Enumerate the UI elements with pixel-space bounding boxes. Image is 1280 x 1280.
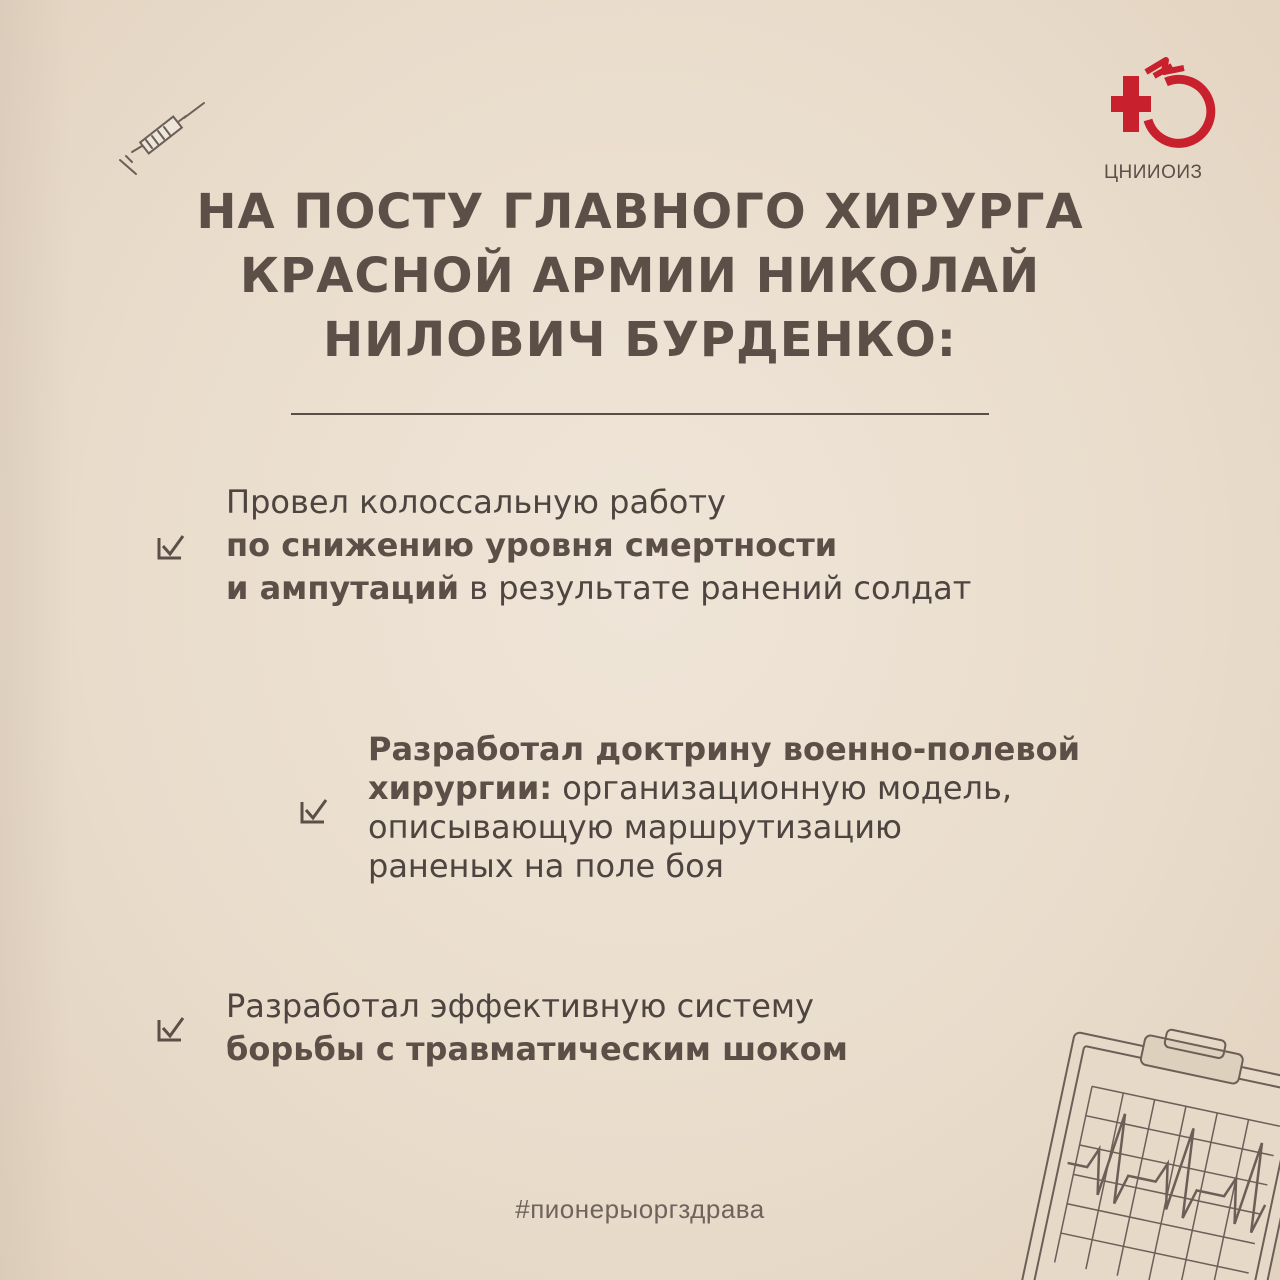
item-2-line-3: описывающую маршрутизацию [368, 808, 902, 846]
logo-text: ЦНИИОИЗ [1104, 162, 1203, 183]
page-title [0, 180, 1280, 372]
item-2-line-4: раненых на поле боя [368, 847, 724, 885]
clipboard-ecg-icon [990, 1010, 1280, 1280]
title-line-3: НИЛОВИЧ БУРДЕНКО: [323, 312, 957, 368]
item-2-line-1: Разработал доктрину военно-полевой [368, 730, 1081, 768]
item-2-line-2-bold: хирургии: [368, 769, 553, 807]
title-line-2: КРАСНОЙ АРМИИ НИКОЛАЙ [239, 248, 1041, 304]
syringe-icon [112, 100, 208, 184]
logo-icon [1108, 54, 1230, 150]
title-line-1: НА ПОСТУ ГЛАВНОГО ХИРУРГА [196, 184, 1084, 240]
checkbox-icon [155, 530, 187, 562]
checkbox-icon [298, 794, 330, 826]
list-item-3 [226, 985, 848, 1071]
hashtag: #пионерыоргздрава [515, 1194, 765, 1224]
checkbox-icon [155, 1012, 187, 1044]
item-1-line-3-bold: и ампутаций [226, 569, 459, 607]
item-3-line-1: Разработал эффективную систему [226, 987, 814, 1025]
item-1-line-1: Провел колоссальную работу [226, 483, 726, 521]
list-item-2 [368, 730, 1080, 886]
item-1-line-3-rest: в результате ранений солдат [458, 569, 972, 607]
item-1-line-2: по снижению уровня смертности [226, 526, 838, 564]
list-item-1 [226, 481, 971, 610]
item-2-line-2-rest: организационную модель, [552, 769, 1012, 807]
item-3-line-2: борьбы с травматическим шоком [226, 1030, 848, 1068]
title-divider [291, 413, 989, 415]
